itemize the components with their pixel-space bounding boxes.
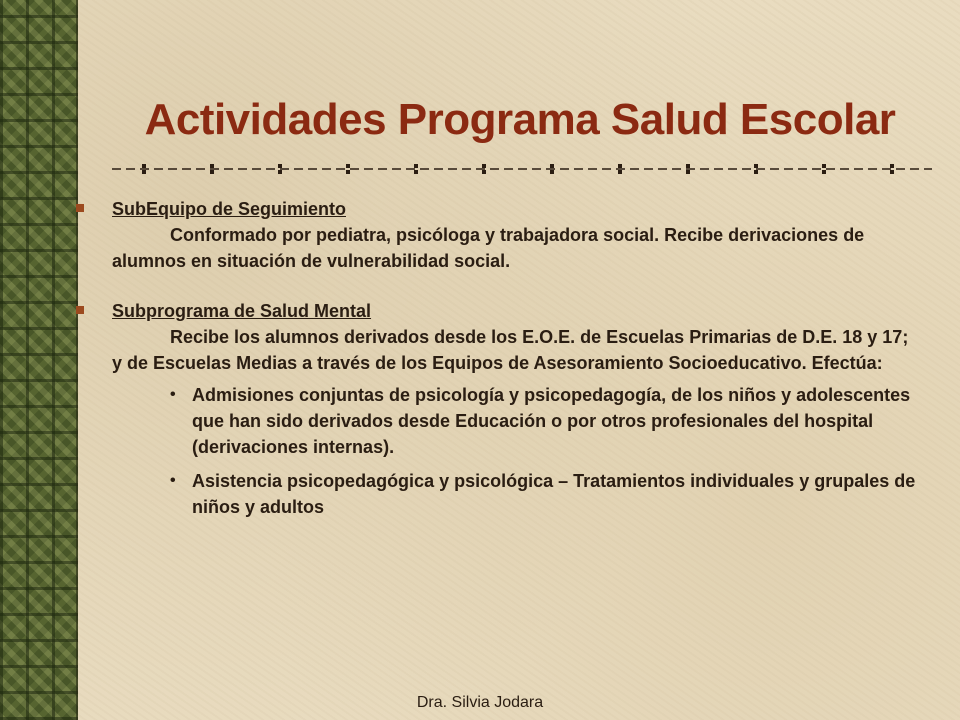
decorative-sidebar	[0, 0, 78, 720]
sub-bullet-list	[112, 382, 922, 520]
section-subequipo	[72, 196, 922, 274]
section-text: Conformado por pediatra, psicóloga y trabajadora social. Recibe derivaciones de alumnos en situación de vulnerabilidad social.	[112, 225, 865, 271]
section-salud-mental	[72, 298, 922, 520]
square-bullet-icon	[76, 204, 84, 212]
dashed-divider	[112, 162, 932, 176]
footer-author: Dra. Silvia Jodara	[416, 694, 544, 711]
slide-content	[72, 196, 922, 528]
slide-title: Actividades Programa Salud Escolar	[144, 95, 896, 144]
section-text: Recibe los alumnos derivados desde los E.O.E. de Escuelas Primarias de D.E. 18 y 17; y de Escuelas Medias a través de los Equipos de Asesoramiento Socioeducativo. Efectúa:	[112, 327, 909, 373]
list-item	[112, 382, 922, 460]
bullet-dot-icon: •	[170, 386, 176, 403]
bullet-dot-icon: •	[170, 472, 176, 489]
list-item	[112, 468, 922, 520]
section-heading: SubEquipo de Seguimiento	[112, 199, 346, 219]
section-heading: Subprograma de Salud Mental	[112, 301, 372, 321]
list-item-text: Asistencia psicopedagógica y psicológica – Tratamientos individuales y grupales de niños y adultos	[192, 471, 916, 517]
square-bullet-icon	[76, 306, 84, 314]
list-item-text: Admisiones conjuntas de psicología y psicopedagogía, de los niños y adolescentes que han sido derivados desde Educación o por otros profesionales del hospital (derivaciones internas).	[192, 385, 911, 457]
